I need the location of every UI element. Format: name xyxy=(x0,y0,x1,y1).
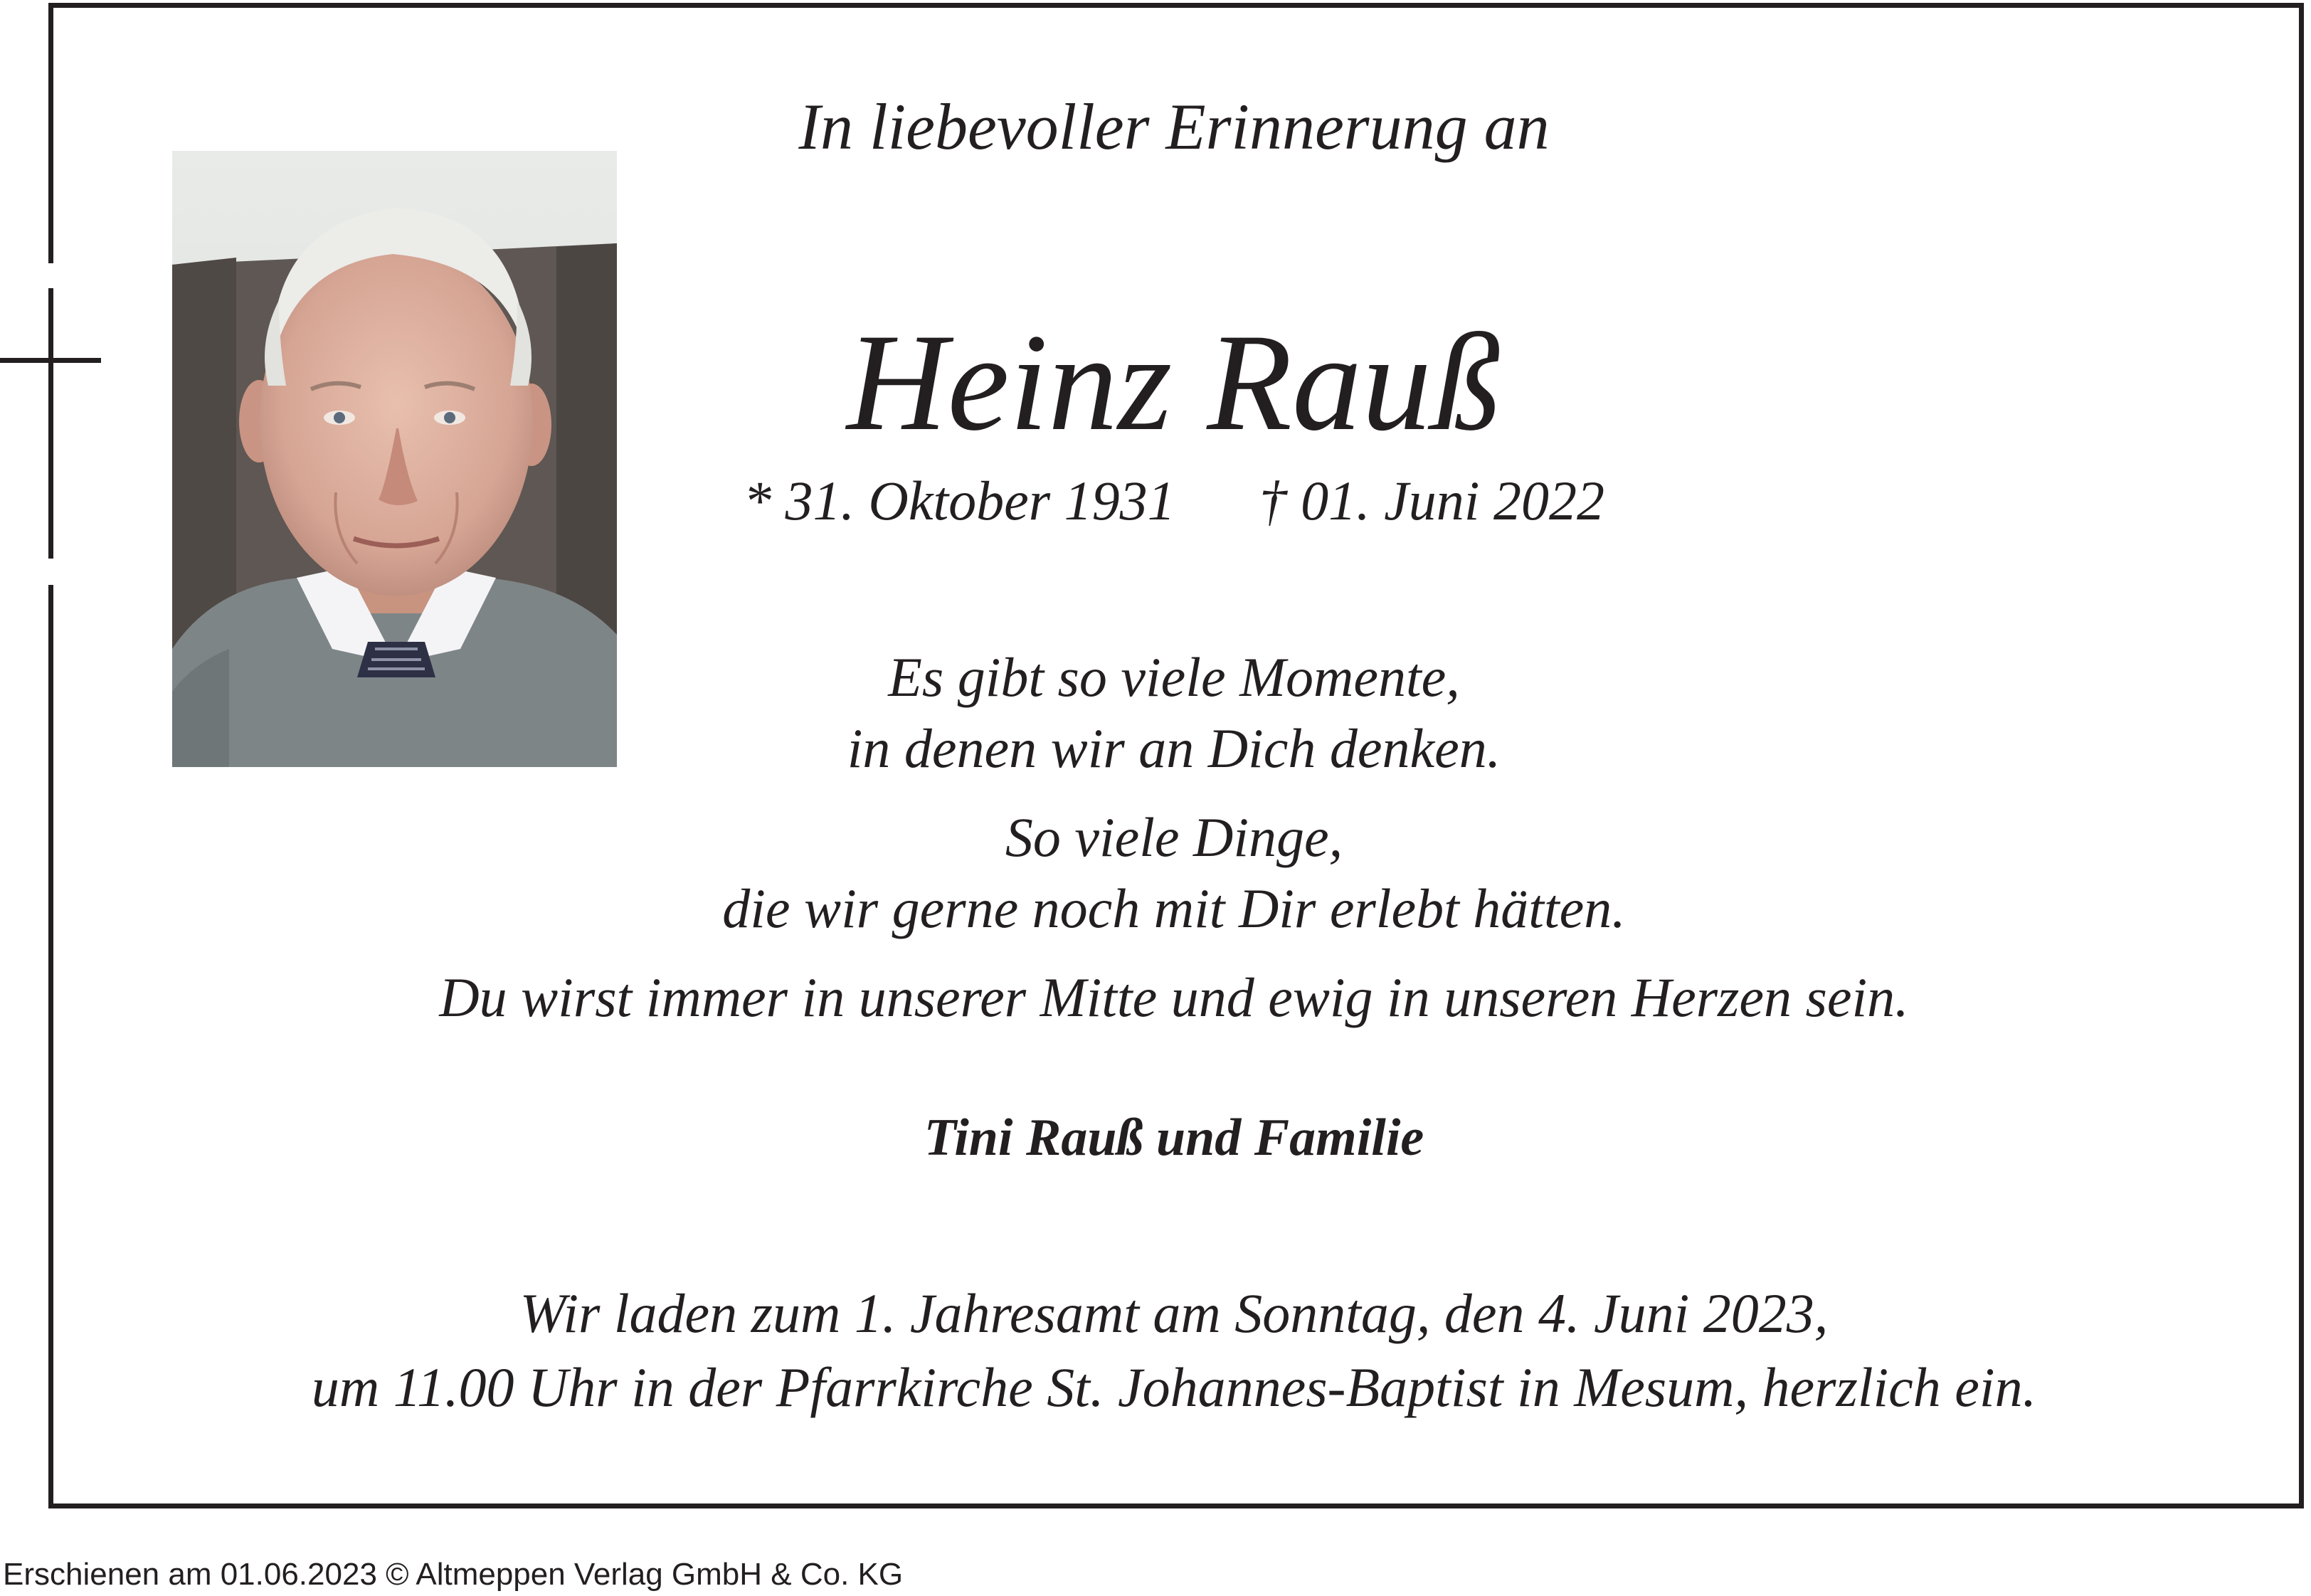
life-dates xyxy=(213,470,2135,532)
verse-line: Du wirst immer in unserer Mitte und ewig in unseren Herzen sein. xyxy=(439,966,1909,1028)
deceased-name: Heinz Rauß xyxy=(847,305,1501,460)
birth-date: * 31. Oktober 1931 xyxy=(744,470,1175,532)
publication-footer: Erschienen am 01.06.2023 © Altmeppen Verlag GmbH & Co. KG xyxy=(3,1557,904,1592)
cross-icon-vertical xyxy=(48,288,53,559)
death-date: † 01. Juni 2022 xyxy=(1259,470,1604,532)
verse-line: So viele Dinge, xyxy=(1005,806,1343,868)
cross-icon-horizontal xyxy=(0,358,101,363)
invitation-line: Wir laden zum 1. Jahresamt am Sonntag, den 4. Juni 2023, xyxy=(519,1282,1829,1344)
verse-line: in denen wir an Dich denken. xyxy=(847,717,1501,779)
verse-line: Es gibt so viele Momente, xyxy=(888,646,1460,708)
verse-line: die wir gerne noch mit Dir erlebt hätten. xyxy=(722,877,1626,939)
invitation-line: um 11.00 Uhr in der Pfarrkirche St. Johannes-Baptist in Mesum, herzlich ein. xyxy=(311,1356,2037,1418)
intro-line: In liebevoller Erinnerung an xyxy=(798,90,1550,163)
mourners-signature: Tini Rauß und Familie xyxy=(924,1109,1424,1167)
